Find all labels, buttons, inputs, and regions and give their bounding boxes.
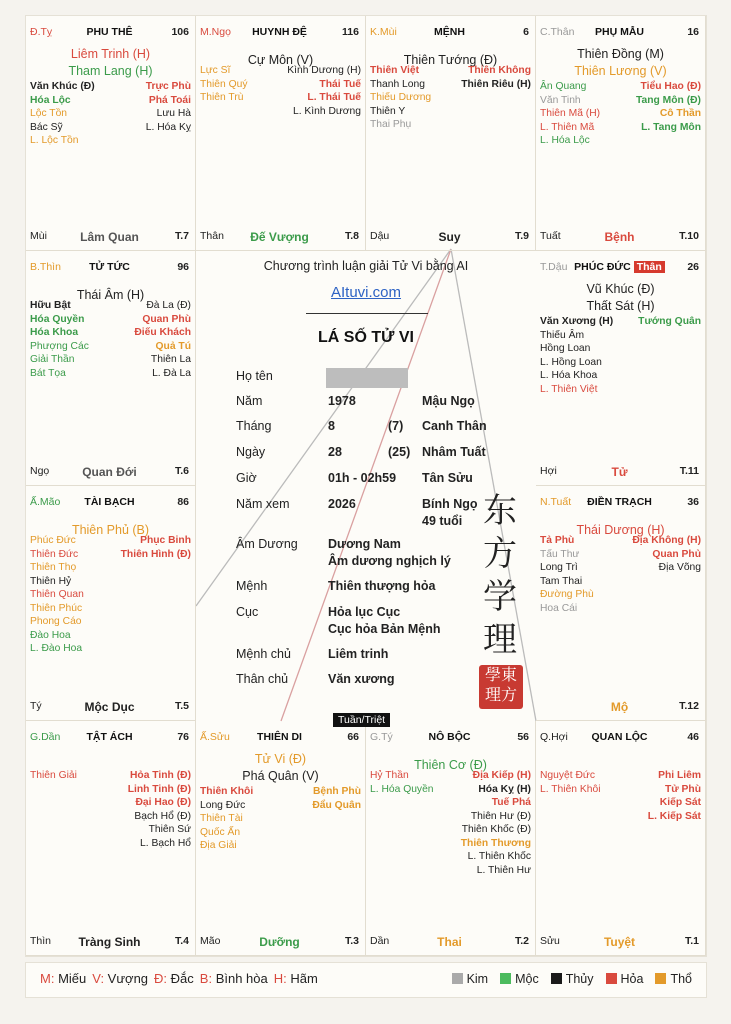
minor-star: Quan Phù bbox=[142, 313, 191, 325]
minor-star: Địa Không (H) bbox=[632, 535, 701, 546]
tuvi-chart bbox=[25, 15, 707, 957]
palace-header bbox=[540, 261, 699, 275]
palace-age: 86 bbox=[177, 496, 189, 508]
minor-star: Thiên Quan bbox=[30, 589, 84, 600]
minor-star: Hóa Khoa bbox=[30, 327, 79, 338]
legend-element: Thủy bbox=[539, 972, 594, 986]
footer-stage: Tràng Sinh bbox=[78, 935, 141, 949]
minor-star: Văn Tinh bbox=[540, 94, 581, 106]
footer-stage: Bệnh bbox=[604, 230, 635, 244]
palace-age: 56 bbox=[517, 731, 529, 743]
footer-stage: Tuyệt bbox=[603, 935, 636, 949]
palace-header bbox=[30, 731, 189, 745]
footer-stage: Mộc Dục bbox=[84, 700, 135, 714]
seal-stamp: 學東 理方 bbox=[479, 665, 523, 709]
minor-star: Thiên Sứ bbox=[148, 824, 191, 835]
minor-star: L. Hồng Loan bbox=[540, 356, 602, 368]
minor-star: Bác Sỹ bbox=[30, 121, 63, 133]
row-am-duong-2: Âm dương nghịch lý bbox=[328, 554, 451, 568]
site-link[interactable]: AItuvi.com bbox=[330, 284, 402, 301]
minor-star: Thiếu Âm bbox=[540, 329, 585, 341]
footer-term: T.12 bbox=[679, 700, 699, 712]
minor-star: Thiên Hỷ bbox=[30, 575, 72, 587]
program-subtitle: Chương trình luận giải Tử Vi bằng AI bbox=[263, 259, 469, 273]
palace-footer bbox=[540, 461, 699, 477]
main-star: Thất Sát (H) bbox=[586, 299, 655, 313]
minor-star: Giải Thần bbox=[30, 354, 75, 365]
footer-stage: Quan Đới bbox=[82, 465, 137, 479]
swatch bbox=[606, 973, 617, 984]
palace-footer bbox=[540, 226, 699, 242]
minor-star: Thiên Hư (Đ) bbox=[470, 810, 531, 822]
minor-star: Đường Phù bbox=[540, 589, 594, 600]
minor-star: L. Thiên Việt bbox=[540, 383, 598, 395]
swatch bbox=[452, 973, 463, 984]
palace-branch: Ấ.Sửu bbox=[200, 731, 230, 743]
minor-star: Hóa Quyền bbox=[30, 313, 85, 325]
minor-star: Thanh Long bbox=[370, 78, 425, 90]
legend-element: Mộc bbox=[488, 972, 539, 986]
palace-branch: C.Thân bbox=[540, 26, 575, 38]
palace-name: MỆNH bbox=[434, 26, 465, 38]
palace-footer bbox=[540, 696, 699, 712]
palace-footer bbox=[30, 696, 189, 712]
palace-footer bbox=[200, 226, 359, 242]
minor-star: Thiên Đức bbox=[30, 548, 79, 560]
minor-star: Ân Quang bbox=[540, 81, 587, 92]
row-cuc: Cục Hỏa lục Cục bbox=[236, 605, 401, 619]
palace-header bbox=[540, 496, 699, 510]
minor-star: Đại Hao (Đ) bbox=[135, 797, 191, 808]
minor-star: Tiểu Hao (Đ) bbox=[640, 81, 701, 92]
swatch bbox=[500, 973, 511, 984]
palace-tuat bbox=[536, 486, 706, 721]
palace-name: TỬ TỨC bbox=[89, 261, 130, 273]
main-star: Liêm Trinh (H) bbox=[70, 47, 151, 61]
minor-star: Thiên Mã (H) bbox=[540, 108, 601, 119]
palace-age: 26 bbox=[687, 261, 699, 273]
minor-star: Phi Liêm bbox=[658, 770, 701, 781]
minor-star: Thiên Hình (Đ) bbox=[120, 548, 191, 560]
palace-branch: Ấ.Mão bbox=[30, 496, 61, 508]
footer-branch: Tý bbox=[30, 700, 42, 712]
footer-term: T.2 bbox=[514, 935, 529, 947]
minor-star: Thiếu Dương bbox=[370, 92, 432, 103]
palace-age: 106 bbox=[171, 26, 189, 38]
info-row: Giờ 01h - 02h59 Tân Sửu bbox=[236, 471, 473, 485]
minor-star: Thiên Thương bbox=[460, 837, 531, 849]
row-menh: Mệnh Thiên thượng hỏa bbox=[236, 579, 436, 593]
legend-item: Đ: Đắc bbox=[154, 971, 194, 986]
footer-branch: Sửu bbox=[540, 935, 560, 947]
tuan-triet-badge: Tuần/Triệt bbox=[333, 713, 390, 727]
legend-elements bbox=[440, 972, 692, 986]
swatch bbox=[655, 973, 666, 984]
palace-header bbox=[30, 496, 189, 510]
palace-age: 46 bbox=[687, 731, 699, 743]
minor-star: Linh Tinh (Đ) bbox=[127, 783, 191, 795]
legend bbox=[25, 962, 707, 998]
palace-footer bbox=[540, 931, 699, 947]
main-star: Phá Quân (V) bbox=[242, 769, 319, 783]
minor-star: Thiên Tài bbox=[200, 813, 243, 824]
minor-star: Bệnh Phù bbox=[312, 786, 361, 797]
minor-star: L. Kình Dương bbox=[292, 105, 361, 117]
divider bbox=[306, 313, 428, 314]
minor-star: Thiên Quý bbox=[200, 78, 248, 90]
palace-hoi bbox=[536, 721, 706, 956]
palace-age: 16 bbox=[687, 26, 699, 38]
minor-star: Văn Xương (H) bbox=[540, 316, 614, 327]
footer-term: T.11 bbox=[679, 465, 699, 477]
legend-item: V: Vượng bbox=[92, 971, 149, 986]
footer-branch: Dậu bbox=[370, 230, 390, 242]
minor-star: Tả Phù bbox=[540, 535, 575, 546]
main-star: Thái Âm (H) bbox=[76, 288, 145, 302]
footer-term: T.8 bbox=[344, 230, 359, 242]
main-star: Thái Dương (H) bbox=[576, 523, 665, 537]
minor-star: Nguyệt Đức bbox=[540, 770, 595, 781]
minor-star: L. Thiên Mã bbox=[540, 121, 595, 133]
minor-star: Lộc Tồn bbox=[30, 108, 68, 119]
minor-star: Tướng Quân bbox=[638, 316, 701, 327]
calligraphy: 东 方 学 理 bbox=[483, 491, 517, 660]
palace-header bbox=[200, 731, 359, 745]
info-row: Năm 1978 Mậu Ngọ bbox=[236, 394, 475, 408]
info-row: Năm xem 2026 Bính Ngọ bbox=[236, 497, 478, 511]
footer-stage: Thai bbox=[437, 935, 462, 949]
palace-mui bbox=[366, 16, 536, 251]
row-am-duong: Âm Dương Dương Nam bbox=[236, 537, 401, 551]
legend-element: Hỏa bbox=[594, 972, 644, 986]
minor-star: L. Tang Môn bbox=[641, 121, 701, 133]
palace-ty6 bbox=[26, 16, 196, 251]
palace-age: 116 bbox=[342, 26, 359, 38]
footer-term: T.4 bbox=[174, 935, 189, 947]
legend-element: Thổ bbox=[643, 972, 692, 986]
minor-star: Long Đức bbox=[200, 799, 246, 811]
palace-header bbox=[30, 26, 189, 40]
minor-star: Thiên Không bbox=[468, 65, 531, 76]
legend-item: B: Bình hòa bbox=[199, 971, 268, 986]
footer-branch: Mùi bbox=[30, 230, 47, 242]
row-cuc-2: Cục hỏa Bản Mệnh bbox=[328, 622, 441, 636]
minor-star: Hồng Loan bbox=[540, 343, 591, 354]
minor-star: Trực Phù bbox=[145, 81, 191, 92]
main-star: Thiên Cơ (Đ) bbox=[414, 758, 487, 772]
minor-star: Kình Dương (H) bbox=[287, 65, 361, 76]
palace-header bbox=[370, 731, 529, 745]
palace-footer bbox=[30, 226, 189, 242]
palace-name: TÀI BẠCH bbox=[84, 496, 135, 508]
palace-age: 36 bbox=[687, 496, 699, 508]
minor-star: Quốc Ấn bbox=[200, 826, 241, 838]
palace-name: HUYNH ĐỆ bbox=[252, 26, 307, 38]
minor-star: Thái Tuế bbox=[319, 78, 361, 90]
palace-name: THIÊN DI bbox=[257, 731, 302, 743]
minor-star: Phượng Các bbox=[30, 340, 89, 352]
palace-footer bbox=[370, 931, 529, 947]
minor-star: Phá Toái bbox=[148, 94, 191, 106]
palace-header bbox=[540, 731, 699, 745]
minor-star: Thiên Phúc bbox=[30, 602, 83, 614]
minor-star: L. Lộc Tồn bbox=[30, 135, 79, 146]
footer-stage: Mộ bbox=[610, 700, 629, 714]
minor-star: Quan Phủ bbox=[652, 548, 701, 560]
palace-footer bbox=[200, 931, 359, 947]
minor-star: Tử Phù bbox=[664, 783, 701, 795]
minor-star: Phong Cáo bbox=[30, 616, 82, 627]
minor-star: Địa Võng bbox=[658, 562, 701, 573]
minor-star: Cô Thần bbox=[659, 108, 701, 119]
minor-star: Thai Phụ bbox=[370, 119, 412, 130]
footer-stage: Suy bbox=[438, 230, 461, 244]
footer-term: T.6 bbox=[174, 465, 189, 477]
palace-ty1 bbox=[366, 721, 536, 956]
palace-name: QUAN LỘC bbox=[591, 731, 648, 743]
minor-star: Lưu Hà bbox=[156, 108, 191, 119]
minor-star: Thiên Giải bbox=[30, 770, 77, 781]
minor-star: Tấu Thư bbox=[540, 548, 580, 560]
palace-mao bbox=[26, 486, 196, 721]
minor-star: Hỏa Tinh (Đ) bbox=[129, 770, 191, 781]
minor-star: Lực Sĩ bbox=[200, 65, 231, 76]
palace-dan bbox=[26, 721, 196, 956]
palace-suu bbox=[196, 721, 366, 956]
footer-term: T.5 bbox=[174, 700, 189, 712]
minor-star: Điếu Khách bbox=[134, 327, 191, 338]
palace-name: PHỤ MẪU bbox=[595, 26, 644, 38]
minor-star: Địa Kiếp (H) bbox=[472, 770, 531, 781]
footer-term: T.3 bbox=[344, 935, 359, 947]
minor-star: L. Hóa Khoa bbox=[540, 370, 598, 381]
minor-star: Hóa Kỵ (H) bbox=[478, 783, 531, 795]
footer-branch: Thân bbox=[200, 230, 224, 242]
palace-branch: M.Ngọ bbox=[200, 26, 231, 38]
minor-star: L. Hóa Quyền bbox=[370, 783, 434, 795]
minor-star: Hỷ Thần bbox=[370, 770, 409, 781]
main-star: Thiên Phủ (B) bbox=[71, 523, 150, 537]
palace-footer bbox=[370, 226, 529, 242]
minor-star: L. Đà La bbox=[152, 367, 191, 379]
minor-star: Phục Binh bbox=[140, 535, 191, 546]
footer-stage: Lâm Quan bbox=[80, 230, 139, 244]
palace-name: TẬT ÁCH bbox=[86, 731, 133, 743]
palace-age: 66 bbox=[347, 731, 359, 743]
palace-branch: T.Dậu bbox=[540, 261, 568, 273]
redacted-name bbox=[326, 368, 408, 388]
row-menh-chu: Mệnh chủ Liêm trinh bbox=[236, 647, 389, 661]
footer-branch: Hợi bbox=[540, 465, 557, 477]
minor-star: Quả Tú bbox=[155, 340, 191, 352]
palace-age: 6 bbox=[523, 26, 529, 38]
minor-star: Tang Môn (Đ) bbox=[635, 94, 701, 106]
palace-ngo bbox=[196, 16, 366, 251]
minor-star: L. Thiên Hư bbox=[476, 864, 531, 876]
swatch bbox=[551, 973, 562, 984]
minor-star: L. Kiếp Sát bbox=[647, 810, 701, 822]
main-star: Thiên Lương (V) bbox=[574, 64, 667, 78]
palace-name: ĐIỀN TRẠCH bbox=[587, 496, 652, 508]
footer-branch: Mão bbox=[200, 935, 221, 947]
row-tuoi: 49 tuổi bbox=[422, 514, 463, 528]
palace-age: 96 bbox=[177, 261, 189, 273]
minor-star: Thiên La bbox=[150, 354, 191, 365]
footer-term: T.1 bbox=[684, 935, 699, 947]
minor-star: L. Thiên Khôi bbox=[540, 783, 601, 795]
minor-star: Hoa Cái bbox=[540, 602, 578, 614]
footer-branch: Tuất bbox=[540, 230, 561, 242]
footer-branch: Ngọ bbox=[30, 465, 50, 477]
footer-stage: Tử bbox=[611, 465, 628, 479]
minor-star: Thiên Riêu (H) bbox=[461, 78, 531, 90]
main-star: Thiên Đồng (M) bbox=[577, 47, 664, 61]
palace-footer bbox=[30, 461, 189, 477]
palace-header bbox=[200, 26, 359, 40]
minor-star: Đà La (Đ) bbox=[146, 300, 191, 311]
minor-star: Bát Tọa bbox=[30, 367, 66, 379]
minor-star: Thiên Y bbox=[370, 105, 406, 117]
info-row: Tháng 8 (7) Canh Thân bbox=[236, 419, 487, 433]
palace-header bbox=[30, 261, 189, 275]
footer-stage: Đế Vượng bbox=[250, 230, 309, 244]
palace-than bbox=[536, 16, 706, 251]
palace-age: 76 bbox=[177, 731, 189, 743]
footer-term: T.7 bbox=[174, 230, 189, 242]
footer-stage: Dưỡng bbox=[259, 935, 300, 949]
minor-star: L. Hóa Lộc bbox=[540, 135, 590, 146]
minor-star: L. Thái Tuế bbox=[307, 92, 361, 103]
footer-branch: Thìn bbox=[30, 935, 52, 947]
minor-star: Phúc Đức bbox=[30, 535, 76, 546]
legend-strength bbox=[40, 971, 324, 986]
main-star: Tham Lang (H) bbox=[68, 64, 153, 78]
main-stars bbox=[26, 46, 195, 80]
minor-star: Tuế Phá bbox=[491, 797, 531, 808]
main-star: Tử Vi (Đ) bbox=[254, 752, 307, 766]
info-row: Ngày 28 (25) Nhâm Tuất bbox=[236, 445, 486, 459]
palace-branch: Q.Hợi bbox=[540, 731, 568, 743]
minor-star: Hữu Bật bbox=[30, 300, 71, 311]
palace-branch: G.Tý bbox=[370, 731, 393, 743]
minor-star: Bạch Hổ (Đ) bbox=[134, 810, 191, 822]
minor-star: Kiếp Sát bbox=[659, 797, 701, 808]
minor-star: Long Trì bbox=[540, 562, 578, 573]
main-stars bbox=[536, 46, 705, 80]
palace-header bbox=[370, 26, 529, 40]
minor-star: Đào Hoa bbox=[30, 629, 71, 641]
palace-name: NÔ BỘC bbox=[428, 731, 471, 743]
minor-star: Địa Giải bbox=[200, 840, 237, 851]
row-ho-ten: Họ tên bbox=[236, 369, 273, 383]
legend-item: H: Hãm bbox=[273, 971, 318, 986]
main-stars bbox=[536, 281, 705, 315]
main-stars bbox=[196, 751, 365, 785]
minor-star: Thiên Khốc (Đ) bbox=[461, 824, 531, 835]
main-star: Cự Môn (V) bbox=[247, 53, 314, 67]
palace-branch: Đ.Tỵ bbox=[30, 26, 53, 38]
than-badge: Thân bbox=[634, 261, 665, 273]
main-star: Vũ Khúc (Đ) bbox=[586, 282, 655, 296]
minor-star: Thiên Khôi bbox=[200, 786, 254, 797]
palace-branch: N.Tuất bbox=[540, 496, 572, 508]
palace-footer bbox=[30, 931, 189, 947]
footer-term: T.9 bbox=[514, 230, 529, 242]
palace-dau bbox=[536, 251, 706, 486]
minor-star: L. Hóa Kỵ bbox=[145, 121, 191, 133]
main-star: Thiên Tướng (Đ) bbox=[403, 53, 498, 67]
minor-star: L. Thiên Khốc bbox=[467, 851, 531, 862]
page-title: LÁ SỐ TỬ VI bbox=[318, 329, 414, 346]
minor-star: Hóa Lộc bbox=[30, 94, 71, 106]
palace-thin bbox=[26, 251, 196, 486]
minor-star: Thiên Trù bbox=[200, 92, 244, 103]
minor-star: Tam Thai bbox=[540, 575, 583, 587]
minor-star: Thiên Việt bbox=[370, 65, 420, 76]
minor-star: Thiên Thọ bbox=[30, 562, 77, 573]
footer-term: T.10 bbox=[679, 230, 699, 242]
legend-element: Kim bbox=[440, 972, 489, 986]
palace-header bbox=[540, 26, 699, 40]
palace-branch: G.Dần bbox=[30, 731, 61, 743]
minor-star: Văn Khúc (Đ) bbox=[30, 81, 95, 92]
minor-star: L. Bạch Hổ bbox=[140, 837, 191, 849]
palace-branch: B.Thìn bbox=[30, 261, 61, 273]
palace-name: PHU THÊ bbox=[86, 26, 133, 38]
footer-branch: Dần bbox=[370, 935, 390, 947]
palace-name: PHÚC ĐỨC Thân bbox=[540, 261, 699, 273]
minor-star: Đẩu Quân bbox=[312, 799, 361, 811]
legend-item: M: Miếu bbox=[40, 971, 87, 986]
row-than-chu: Thân chủ Văn xương bbox=[236, 672, 395, 686]
palace-branch: K.Mùi bbox=[370, 26, 397, 38]
minor-star: L. Đào Hoa bbox=[30, 643, 83, 654]
